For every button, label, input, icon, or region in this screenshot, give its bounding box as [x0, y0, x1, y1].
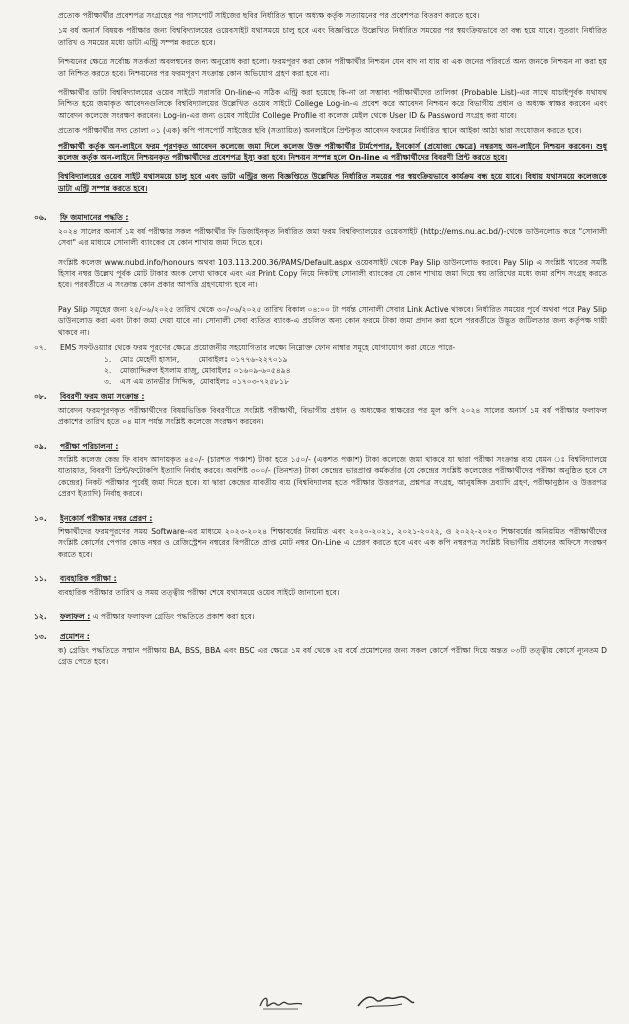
para-website-schedule: ১ম বর্ষ অনার্স বিষয়ক পরীক্ষার জন্য বিশ্ববিদ্যালয়ের ওয়েবসাইট যথাসময়ে চালু হবে এবং বিজ্ঞপ্তিতে উল্লেখিত নির্ধারিত সময়ের পর স্বয়ংক্রিয়ভাবে তা বন্ধ হয়ে যাবে। সুতরাং নির্ধারিত তারিখ ও সময়ের মধ্যে ডাটা এন্ট্রি সম্পন্ন করতে হবে।	[58, 26, 607, 47]
section-heading: ১৩. প্রমোশন :	[34, 632, 90, 642]
para-statement: আবেদন ফরমপূরণকৃত পরীক্ষার্থীদের বিষয়ভিত্তিক বিবরণীতে সংশ্লিষ্ট পরীক্ষার্থী, বিভাগীয় প্রধান ও অধ্যক্ষের স্বাক্ষরের পর মূল কপি ২০২৪ সালের অনার্স ১ম বর্ষ পরীক্ষার ফলাফল প্রকাশের তারিখ হতে ০৪ মাস পর্যন্ত সংশ্লিষ্ট কলেজে সংরক্ষণ করবেন।	[58, 405, 607, 427]
section-heading: ১১. ব্যবহারিক পরীক্ষা :	[34, 574, 117, 584]
para-data-verification: পরীক্ষার্থীর ডাটা বিশ্ববিদ্যালয়ের ওয়েব সাইটে সরাসরি On-line-এ সঠিক এন্ট্রি করা হয়েছে কি-না তা সম্ভাব্য পরীক্ষার্থীদের তালিকা (Probable List)-এর সাথে যাচাইপূর্বক যথাযথ নিশ্চিত হয়ে জমাকৃত আবেদনগুলিকে বিশ্ববিদ্যালয়ের উল্লেখিত ওয়েব সাইটে College Log-in-এ প্রবেশ করে আবেদন নিশ্চয়ন করে বিভাগীয় প্রধান ও অধ্যক্ষ স্বাক্ষর করবেন এবং আবেদন কলেজে সংরক্ষণ করবেন। Log-in-এর জন্য ওয়েব সাইটের College Profile বা কলেজ মেইল থেকে User ID & Password সংগ্রহ করা যাবে।	[58, 88, 607, 120]
para-admit-card-photo: প্রত্যেক পরীক্ষার্থীর প্রবেশপত্র সংগ্রহের পর পাসপোর্ট সাইজের ছবির নির্ধারিত স্থানে অধ্যক্ষ কর্তৃক সত্যায়নের পর প্রবেশপত্র বিতরণ করতে হবে।	[58, 11, 480, 20]
para-promotion: ক) গ্রেডিং পদ্ধতিতে সম্মান পরীক্ষায় BA, BSS, BBA এবং BSC এর ক্ষেত্রে ১ম বর্ষ থেকে ২য় বর্ষে প্রমোশনের জন্য সকল কোর্সে পরীক্ষা দিয়ে অন্তত ০৩টি তত্ত্বীয় কোর্সে ন্যূনতম D গ্রেড পেতে হবে।	[58, 645, 607, 667]
ems-intro: EMS সফটওয়্যার থেকে ফরম পূরণের ক্ষেত্রে প্রয়োজনীয় সহযোগিতার লক্ষ্যে নিম্নোক্ত ফোন নাম্বার সমূহে যোগাযোগ করা যেতে পারে-	[60, 342, 456, 352]
para-confirmation-caution: নিশ্চয়নের ক্ষেত্রে সর্বোচ্চ সতর্কতা অবলম্বনের জন্য অনুরোধ করা হলো। ফরমপূরণ করা কোন পরীক্ষার্থীর নিশ্চয়ন যেন বাদ না যায় বা এক জনের পরিবর্তে অন্য জনকে নিশ্চয়ন না করা হয় তা নিশ্চিত করতে হবে। নিশ্চয়নের পর ফরমপূরণ সংক্রান্ত কোন অভিযোগ গ্রহণ করা হবে না।	[58, 57, 607, 78]
signature-right	[356, 990, 416, 1014]
section-incourse-marks	[34, 513, 607, 561]
signature-left	[258, 992, 304, 1014]
result-text: এ পরীক্ষার ফলাফল গ্রেডিং পদ্ধতিতে প্রকাশ করা হবে।	[92, 612, 255, 622]
contact-row: ২. মোজাদ্দিরুল ইসলাম রাজু, মোবাইলঃ ০১৬০৯-৬০৫৪৯৪	[104, 366, 291, 376]
section-fee-deposit	[34, 212, 607, 338]
para-centre-fee: সংশ্লিষ্ট কলেজ কেন্দ্র ফি বাবদ আদায়কৃত ৪৫০/- (চারশত পঞ্চাশ) টাকা হতে ১৫০/- (একশত পঞ্চাশ) টাকা কলেজে জমা থাকবে যা দ্বারা পরীক্ষা সংক্রান্ত ব্যয় যেমন ঃ বিশ্ববিদ্যালয়ে যাতায়াত, বিবরণী প্রিন্ট/ফটোকপি ইত্যাদি নির্বাহ করবে। অবশিষ্ট ৩০০/- (তিনশত) টাকা কেন্দ্রের ভারপ্রাপ্ত কর্মকর্তার (যে কেন্দ্রের সংশ্লিষ্ট কলেজের পরীক্ষার্থীদের পরীক্ষা অনুষ্ঠিত হবে সে কেন্দ্রের) নিকট পরীক্ষার পূর্বেই জমা দিতে হবে। যা দ্বারা কেন্দ্রের যাবতীয় ব্যয় (বিশ্ববিদ্যালয় হতে পরীক্ষার উত্তরপত্র, প্রশ্নপত্র সংগ্রহ, আনুষঙ্গিক দ্রব্যাদি গ্রহণ, পরীক্ষানুষ্ঠান ও উত্তরপত্র প্রেরণ ইত্যাদি) নির্বাহ করবে।	[58, 454, 607, 499]
section-heading: ০৮. বিবরণী ফরম জমা সংক্রান্ত :	[34, 392, 145, 402]
section-heading: ১০. ইনকোর্স পরীক্ষার নম্বর প্রেরণ :	[34, 513, 153, 523]
para-incourse: শিক্ষার্থীদের ফরমপূরণের সময় Software-এর মাধ্যমে ২০২৩-২০২৪ শিক্ষাবর্ষের নিয়মিত এবং ২০২০-২০২১, ২০২১-২০২২, ও ২০২২-২০২৩ শিক্ষাবর্ষের অনিয়মিত পরীক্ষার্থীদের সংশ্লিষ্ট কোর্সের পেপার কোড নম্বর ও রেজিস্ট্রেশন নম্বরের বিপরীতে প্রাপ্ত মোট নম্বর On-Line এ প্রেরণ করতে হবে এবং এক কপি নম্বরপত্র সংশ্লিষ্ট বিভাগীয় প্রধানের অফিসে সংরক্ষণ করতে হবে।	[58, 527, 607, 559]
para-photo-attach: প্রত্যেক পরীক্ষার্থীর সদ্য তোলা ০১ (এক) কপি পাসপোর্ট সাইজের ছবি (সত্যায়িত) অনলাইনে প্রিন্টকৃত আবেদন ফরমের নির্ধারিত স্থানে আইকা আঠা দ্বারা সংযোজন করতে হবে।	[58, 126, 582, 136]
para-fee-form: ২০২৪ সালের অনার্স ১ম বর্ষ পরীক্ষার সকল পরীক্ষার্থীর ফি ডিজাইনকৃত নির্ধারিত জমা ফরম বিশ্ববিদ্যালয়ের ওয়েবসাইট (http://ems.nu.ac.bd/)-থেকে ডাউনলোড করে "সোনালী সেবা" এর মাধ্যমে সোনালী ব্যাংকের যে কোন শাখায় জমা দিতে হবে।	[58, 226, 607, 248]
section-result: ১২. ফলাফল : এ পরীক্ষার ফলাফল গ্রেডিং পদ্ধতিতে প্রকাশ করা হবে।	[34, 612, 255, 622]
para-practical: ব্যবহারিক পরীক্ষার তারিখ ও সময় তত্ত্বীয় পরীক্ষা শেষে যথাসময়ে ওয়েব সাইটে জানানো হবে।	[58, 587, 340, 597]
section-practical	[34, 573, 607, 598]
section-statement-form	[34, 391, 607, 427]
para-pay-slip-dates: Pay Slip সমূহের জন্য ২৫/০৬/২০২৫ তারিখ থেকে ৩০/০৬/২০২৫ তারিখ বিকাল ০৪:০০ টা পর্যন্ত সোনালী সেবার Link Active থাকবে। নির্ধারিত সময়ের পূর্বে অথবা পরে Pay Slip ডাউনলোড করা এবং টাকা জমা দেয়া যাবে না। সোনালী সেবা ব্যতিত ব্যাংক-এ প্রচলিত অন্য কোন ফরমে টাকা জমা প্রদান করা হলে পরবর্তীতে উদ্ভূত জটিলতার জন্য কর্তৃপক্ষ দায়ী থাকবে না।	[58, 304, 607, 337]
para-website-closing-bold: বিশ্ববিদ্যালয়ের ওয়েব সাইট যথাসময়ে চালু হবে এবং ডাটা এন্ট্রির জন্য বিজ্ঞপ্তিতে উল্লেখিত নির্ধারিত সময়ের পর স্বয়ংক্রিয়ভাবে কার্যক্রম বন্ধ হয়ে যাবে। বিধায় যথাসময়ে কলেজকে ডাটা এন্ট্রি সম্পন্ন করতে হবে।	[58, 172, 607, 193]
section-heading: ০৬. ফি জমাদানের পদ্ধতি :	[34, 213, 129, 223]
section-exam-management	[34, 441, 607, 500]
section-promotion	[34, 631, 607, 667]
contact-row: ১. মোঃ মেহেদী হাসান, মোবাইলঃ ০১৭৭৬-২২৭০১৯	[104, 355, 288, 365]
section-ems-contacts: ০৭. EMS সফটওয়্যার থেকে ফরম পূরণের ক্ষেত্রে প্রয়োজনীয় সহযোগিতার লক্ষ্যে নিম্নোক্ত ফোন নাম্বার সমূহে যোগাযোগ করা যেতে পারে- ১. মোঃ মেহেদী হাসান, মোবাইলঃ ০১৭৭৬-২২৭০১৯ ২. মোজাদ্দিরুল ইসলাম রাজু, মোবাইলঃ ০১৬০৯-৬০৫৪৯৪ ৩. এস এম তানভীর সিদ্দিক, মোবাইলঃ ০১৭০৩-৭২৫৮১৮	[34, 342, 607, 387]
para-pay-slip: সংশ্লিষ্ট কলেজ www.nubd.info/honours অথবা 103.113.200.36/PAMS/Default.aspx ওয়েবসাইট থেকে Pay Slip ডাউনলোড করবে। Pay Slip এ সংশ্লিষ্ট খাতের সমষ্টি হিসাব নম্বর উল্লেখ পূর্বক মোট টাকার অংক লেখা থাকবে এবং এর Print Copy নিয়ে নিকটস্থ সোনালী ব্যাংকের যে কোন শাখায় জমা দিয়ে স্বয় তারিখের মধ্যে জমা রশিদ সংগ্রহ করতে হবে। পরবর্তীতে এ সংক্রান্ত কোন প্রকার আপত্তি গ্রহণযোগ্য হবে না।	[58, 257, 607, 290]
para-online-confirmation-bold: পরীক্ষার্থী কর্তৃক অন-লাইনে ফরম পূরণকৃত আবেদন কলেজে জমা দিলে কলেজ উক্ত পরীক্ষার্থীর টার্মপেপার, ইনকোর্স (প্রযোজ্য ক্ষেত্রে) নম্বরসহ অন-লাইনে নিশ্চয়ন করবেন। শুধু কলেজ কর্তৃক অন-লাইনে নিশ্চয়নকৃত পরীক্ষার্থীদের প্রবেশপত্র ইস্যু করা হবে। নিশ্চয়ন সম্পন্ন হলে On-line এ পরীক্ষার্থীদের বিবরণী প্রিন্ট করতে হবে।	[58, 141, 607, 163]
section-heading: ০৯. পরীক্ষা পরিচালনা :	[34, 441, 119, 451]
contact-row: ৩. এস এম তানভীর সিদ্দিক, মোবাইলঃ ০১৭০৩-৭২৫৮১৮	[104, 377, 290, 387]
